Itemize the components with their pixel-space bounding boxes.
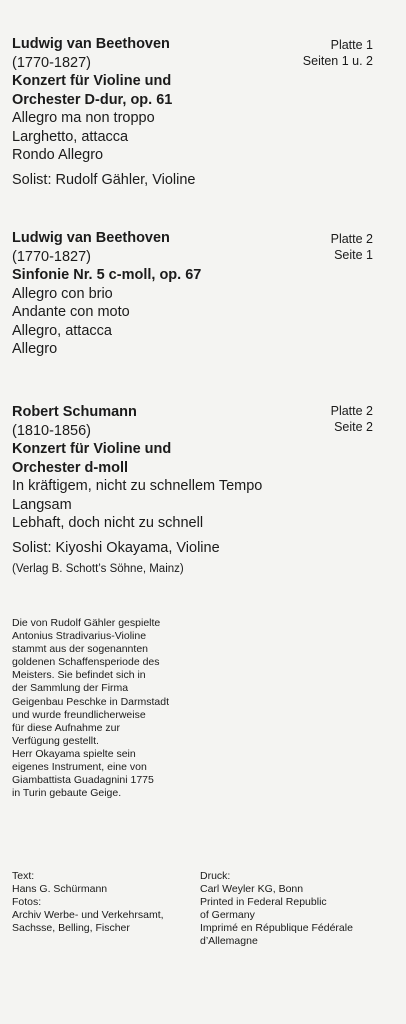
composer-name: Ludwig van Beethoven [12, 230, 170, 246]
plate-side: Seiten 1 u. 2 [302, 54, 373, 68]
note-line: der Sammlung der Firma [12, 682, 129, 695]
note-line: goldenen Schaffensperiode des [12, 656, 160, 669]
credits-right [200, 870, 353, 949]
plate-side: Seite 1 [334, 248, 373, 262]
note-line: Antonius Stradivarius-Violine [12, 630, 147, 643]
credit-line: Printed in Federal Republic [200, 896, 327, 909]
movement: Allegro [12, 341, 58, 357]
credit-line: Druck: [200, 870, 231, 882]
credit-line: Imprimé en République Fédérale [200, 922, 353, 935]
instrument-note [12, 617, 169, 800]
movement: Allegro ma non troppo [12, 110, 155, 126]
credit-line: Hans G. Schürmann [12, 883, 108, 896]
credit-line: d’Allemagne [200, 935, 258, 948]
movement: Andante con moto [12, 304, 130, 320]
composer-name: Robert Schumann [12, 404, 137, 420]
credit-line: Archiv Werbe- und Verkehrsamt, [12, 909, 164, 922]
movement: Rondo Allegro [12, 147, 104, 163]
note-line: eigenes Instrument, eine von [12, 761, 147, 774]
composer-dates: (1770-1827) [12, 54, 91, 71]
composer-name: Ludwig van Beethoven [12, 36, 170, 52]
movement: Larghetto, attacca [12, 128, 129, 145]
soloist: Solist: Kiyoshi Okayama, Violine [12, 539, 220, 556]
composer-dates: (1770-1827) [12, 248, 91, 265]
note-line: Meisters. Sie befindet sich in [12, 669, 146, 682]
plate-number: Platte 1 [330, 38, 373, 52]
work-title: Orchester d-moll [12, 459, 129, 476]
movement: Allegro, attacca [12, 322, 112, 339]
publisher-note: (Verlag B. Schott’s Söhne, Mainz) [12, 563, 184, 575]
composer-dates: (1810-1856) [12, 422, 91, 439]
work-title: Konzert für Violine und [12, 73, 172, 89]
note-line: in Turin gebaute Geige. [12, 787, 122, 800]
movement: Lebhaft, doch nicht zu schnell [12, 515, 204, 531]
note-line: Geigenbau Peschke in Darmstadt [12, 695, 170, 708]
note-line: Verfügung gestellt. [12, 734, 99, 747]
credits-left [12, 870, 164, 935]
note-line: Herr Okayama spielte sein [12, 747, 136, 760]
credit-line: Sachsse, Belling, Fischer [12, 922, 130, 935]
work-title: Konzert für Violine und [12, 441, 172, 457]
work-title: Sinfonie Nr. 5 c-moll, op. 67 [12, 267, 202, 283]
plate-info [303, 37, 373, 69]
plate-info [331, 403, 373, 435]
credit-line: Text: [12, 870, 35, 882]
credit-line: Carl Weyler KG, Bonn [200, 883, 304, 896]
movement: In kräftigem, nicht zu schnellem Tempo [12, 478, 263, 494]
plate-number: Platte 2 [330, 232, 373, 246]
note-line: und wurde freundlicherweise [12, 708, 146, 721]
credit-line: of Germany [200, 909, 255, 922]
note-line: Giambattista Guadagnini 1775 [12, 774, 154, 787]
work-title: Orchester D-dur, op. 61 [12, 91, 173, 108]
note-line: Die von Rudolf Gähler gespielte [12, 617, 161, 629]
movement: Langsam [12, 496, 72, 513]
note-line: stammt aus der sogenannten [12, 643, 148, 656]
note-line: für diese Aufnahme zur [12, 721, 120, 734]
movement: Allegro con brio [12, 285, 113, 302]
plate-side: Seite 2 [334, 420, 373, 434]
credit-line: Fotos: [12, 896, 42, 909]
plate-info [331, 231, 373, 263]
soloist: Solist: Rudolf Gähler, Violine [12, 171, 196, 188]
plate-number: Platte 2 [330, 404, 373, 418]
